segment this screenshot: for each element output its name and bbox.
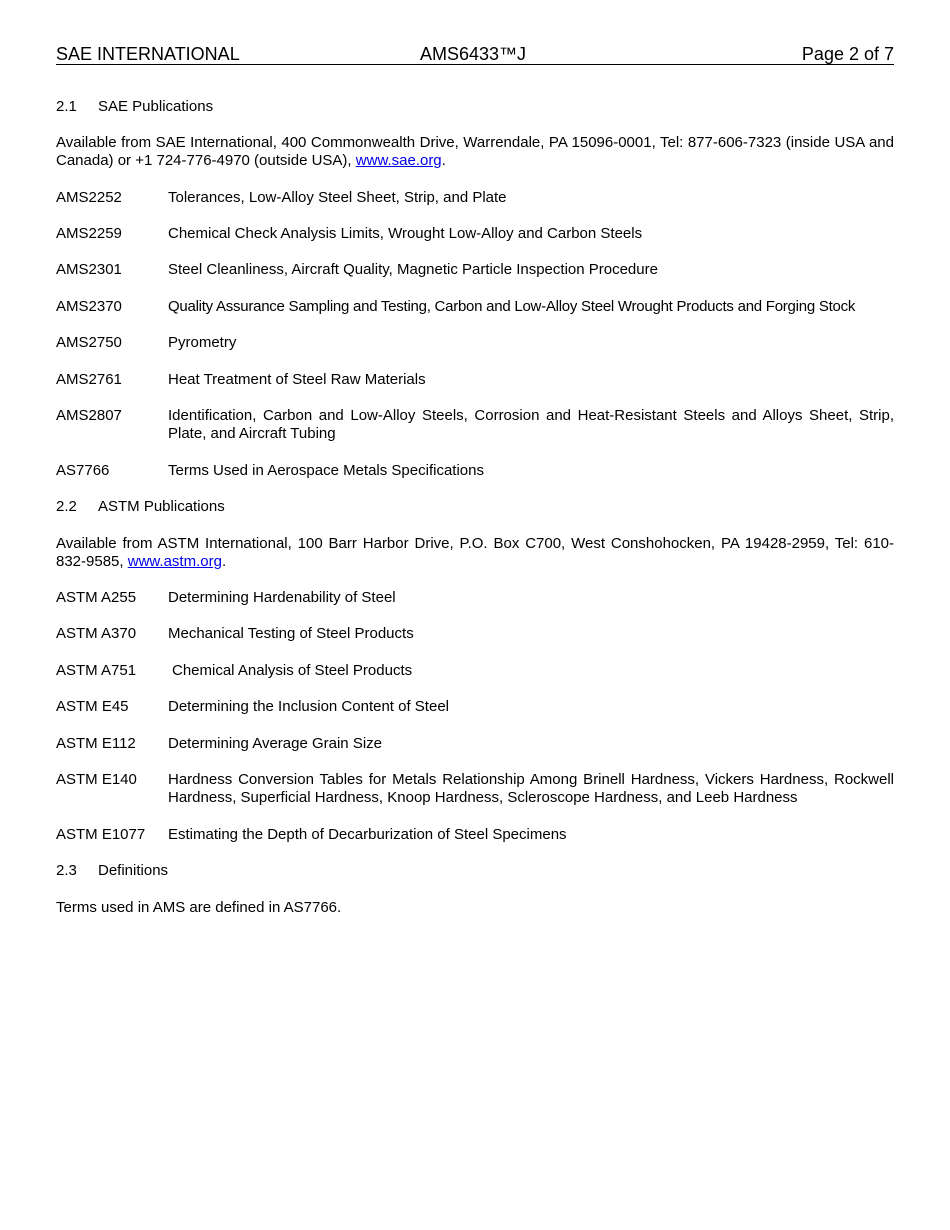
astm-link[interactable]: www.astm.org: [127, 553, 222, 570]
reference-code: ASTM A255: [56, 589, 137, 606]
reference-title: Tolerances, Low-Alloy Steel Sheet, Strip, and Plate: [168, 189, 507, 206]
header-page-indicator: Page 2 of 7: [801, 44, 894, 64]
reference-code: AMS2252: [56, 189, 122, 206]
header-organization: SAE INTERNATIONAL: [56, 44, 240, 64]
page-header: [56, 44, 894, 65]
reference-title: Heat Treatment of Steel Raw Materials: [168, 371, 426, 388]
reference-title: Determining the Inclusion Content of Steel: [168, 698, 449, 715]
sae-link[interactable]: www.sae.org: [355, 152, 442, 169]
reference-title: Determining Hardenability of Steel: [168, 589, 396, 606]
reference-code: AMS2259: [56, 225, 122, 242]
reference-code: AMS2807: [56, 407, 122, 424]
reference-code: AMS2301: [56, 261, 122, 278]
reference-title: Chemical Analysis of Steel Products: [172, 662, 413, 679]
reference-title: Estimating the Depth of Decarburization of Steel Specimens: [168, 826, 567, 843]
reference-code: AMS2370: [56, 298, 122, 315]
header-document-id: AMS6433™J: [420, 44, 527, 64]
astm-availability-paragraph: Available from ASTM International, 100 Barr Harbor Drive, P.O. Box C700, West Conshohocken, PA 19428-2959, Tel: 610-832-9585, www.astm.org.: [56, 535, 894, 570]
availability-text: Available from ASTM International, 100 Barr Harbor Drive, P.O. Box C700, West Conshohocken, PA 19428-2959, Tel: 610-832-9585,: [56, 535, 894, 570]
reference-title: Terms Used in Aerospace Metals Specifications: [168, 462, 484, 479]
reference-code: ASTM E1077: [56, 826, 146, 843]
reference-title: Chemical Check Analysis Limits, Wrought Low-Alloy and Carbon Steels: [168, 225, 643, 242]
section-number: 2.2: [56, 498, 77, 515]
reference-title: Quality Assurance Sampling and Testing, Carbon and Low-Alloy Steel Wrought Products and Forging Stock: [168, 298, 856, 315]
section-number: 2.1: [56, 98, 77, 115]
reference-code: AS7766: [56, 462, 110, 479]
reference-code: AMS2750: [56, 334, 122, 351]
reference-title: Mechanical Testing of Steel Products: [168, 625, 414, 642]
reference-title: Steel Cleanliness, Aircraft Quality, Magnetic Particle Inspection Procedure: [168, 261, 658, 278]
section-heading-definitions: [56, 862, 168, 880]
section-number: 2.3: [56, 862, 77, 879]
section-heading-astm: [56, 498, 225, 516]
reference-title: Identification, Carbon and Low-Alloy Steels, Corrosion and Heat-Resistant Steels and Alloys Sheet, Strip, Plate, and Aircraft Tubing: [168, 407, 894, 442]
reference-title: Hardness Conversion Tables for Metals Relationship Among Brinell Hardness, Vickers Hardness, Rockwell Hardness, Superficial Hardness, Knoop Hardness, Scleroscope Hardness, and Leeb Hardness: [168, 771, 894, 806]
reference-code: ASTM E140: [56, 771, 137, 788]
section-title: Definitions: [98, 862, 169, 879]
reference-code: ASTM A751: [56, 662, 137, 679]
reference-code: ASTM E112: [56, 735, 136, 752]
reference-title: Determining Average Grain Size: [168, 735, 382, 752]
definitions-paragraph: Terms used in AMS are defined in AS7766.: [56, 899, 342, 916]
section-title: SAE Publications: [98, 98, 214, 115]
reference-code: AMS2761: [56, 371, 122, 388]
reference-code: ASTM E45: [56, 698, 129, 715]
section-heading-sae: [56, 98, 213, 116]
reference-code: ASTM A370: [56, 625, 137, 642]
reference-title: Pyrometry: [168, 334, 237, 351]
section-title: ASTM Publications: [98, 498, 225, 515]
availability-text: Available from SAE International, 400 Commonwealth Drive, Warrendale, PA 15096-0001, Tel: 877-606-7323 (inside USA and Canada) or +1 724-776-4970 (outside USA),: [56, 134, 894, 169]
sae-availability-paragraph: Available from SAE International, 400 Commonwealth Drive, Warrendale, PA 15096-0001, Tel: 877-606-7323 (inside USA and Canada) or +1 724-776-4970 (outside USA), www.sae.org.: [56, 134, 894, 169]
